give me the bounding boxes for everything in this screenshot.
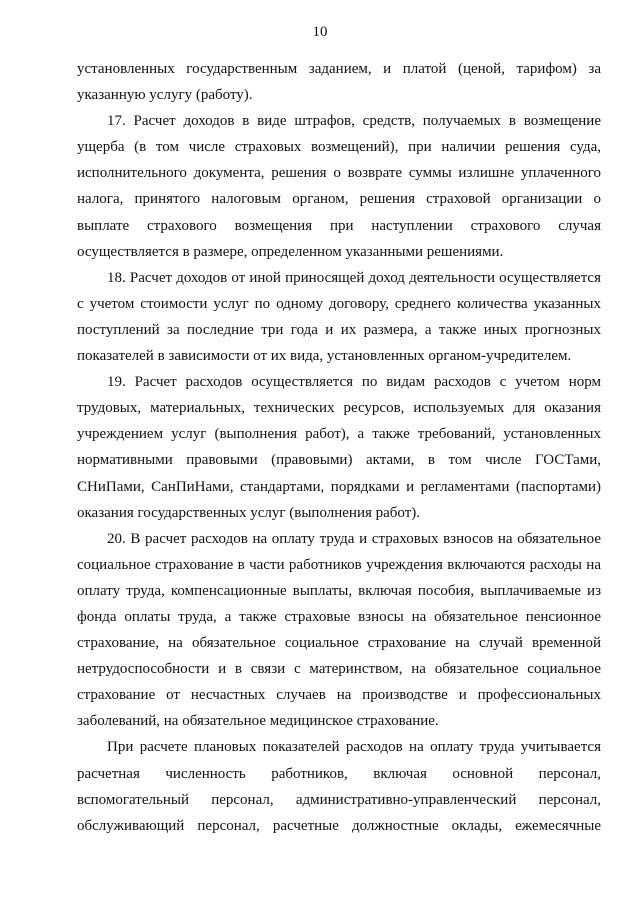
document-body: [77, 56, 601, 839]
text-line: заболеваний, на обязательное медицинское страхование.: [77, 713, 439, 730]
text-line: учреждением услуг (выполнения работ), а также требований, установленных: [77, 426, 601, 443]
text-line: вспомогательный персонал, административно-управленческий персонал,: [77, 791, 601, 808]
text-line: социальное страхование в части работников учреждения включаются расходы на: [77, 556, 601, 573]
text-line: обслуживающий персонал, расчетные должностные оклады, ежемесячные: [77, 817, 601, 834]
text-line: оказания государственных услуг (выполнения работ).: [77, 504, 421, 521]
text-line: оплату труда, компенсационные выплаты, включая пособия, выплачиваемые из: [77, 582, 601, 599]
text-line: установленных государственным заданием, и платой (ценой, тарифом) за: [77, 61, 601, 77]
text-line: поступлений за последние три года и их размера, а также иных прогнозных: [77, 321, 601, 338]
text-line: страхование от несчастных случаев на производстве и профессиональных: [77, 687, 601, 704]
text-line: трудовых, материальных, технических ресурсов, используемых для оказания: [77, 400, 601, 417]
text-line: нетрудоспособности и в связи с материнством, на обязательное социальное: [77, 661, 601, 678]
paragraph-19-first-line: 19. Расчет расходов осуществляется по видам расходов с учетом норм: [107, 374, 601, 391]
paragraph-17-first-line: 17. Расчет доходов в виде штрафов, средств, получаемых в возмещение: [107, 113, 601, 130]
text-line: нормативными правовыми (правовыми) актами, в том числе ГОСТами,: [77, 452, 601, 469]
text-line: СНиПами, СанПиНами, стандартами, порядками и регламентами (паспортами): [77, 478, 601, 495]
text-line: налога, принятого налоговым органом, решения страховой организации о: [77, 191, 601, 208]
paragraph-18-first-line: 18. Расчет доходов от иной приносящей доход деятельности осуществляется: [107, 269, 601, 286]
text-line: выплате страхового возмещения при наступлении страхового случая: [77, 217, 601, 234]
page-number: 10: [312, 24, 328, 40]
text-line: исполнительного документа, решения о возврате суммы излишне уплаченного: [77, 165, 601, 182]
text-line: с учетом стоимости услуг по одному договору, среднего количества указанных: [77, 295, 601, 312]
text-line: страхование, на обязательное социальное страхование на случай временной: [77, 635, 601, 652]
paragraph-payroll-first-line: При расчете плановых показателей расходов на оплату труда учитывается: [107, 739, 601, 756]
text-line: показателей в зависимости от их вида, установленных органом-учредителем.: [77, 348, 572, 365]
text-line: ущерба (в том числе страховых возмещений), при наличии решения суда,: [77, 139, 601, 156]
paragraph-20-first-line: 20. В расчет расходов на оплату труда и страховых взносов на обязательное: [107, 530, 601, 547]
text-line: осуществляется в размере, определенном указанными решениями.: [77, 243, 504, 260]
text-line: расчетная численность работников, включая основной персонал,: [77, 765, 601, 782]
text-line: указанную услугу (работу).: [77, 87, 253, 104]
text-line: фонда оплаты труда, а также страховые взносы на обязательное пенсионное: [77, 608, 601, 625]
